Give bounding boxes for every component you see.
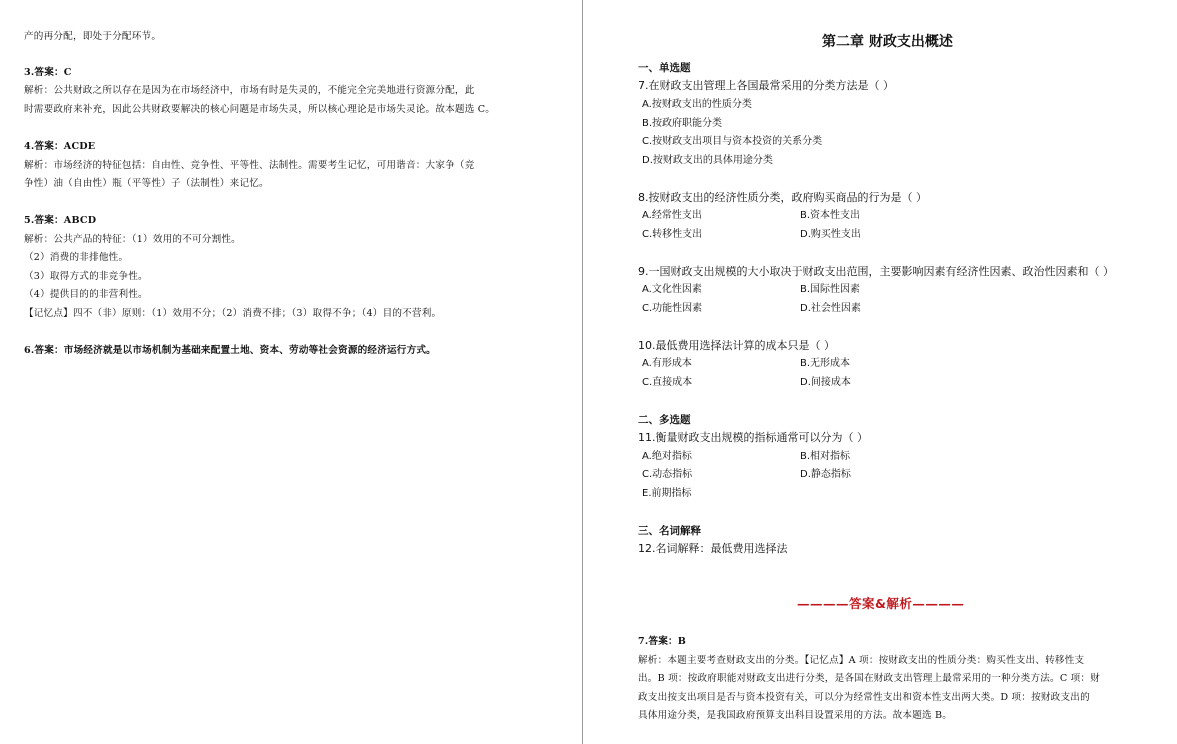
- option: C.按财政支出项目与资本投资的关系分类: [642, 136, 823, 147]
- answer-heading: 3.答案：C: [24, 67, 72, 78]
- text-line: （3）取得方式的非竞争性。: [24, 271, 148, 282]
- page-divider: [582, 0, 583, 744]
- chapter-title: 第二章 财政支出概述: [822, 34, 953, 50]
- text-line: 解析：市场经济的特征包括：自由性、竞争性、平等性、法制性。需要考生记忆，可用谐音：大家争（竞: [24, 160, 475, 171]
- answer-heading: 4.答案：ACDE: [24, 141, 96, 152]
- option: D.购买性支出: [800, 229, 861, 240]
- option: A.经常性支出: [642, 210, 702, 221]
- section-heading: 二、多选题: [638, 414, 691, 426]
- text-line: 政支出按支出项目是否与资本投资有关，可以分为经常性支出和资本性支出两大类。D 项：按财政支出的: [638, 692, 1090, 703]
- option: A.文化性因素: [642, 284, 702, 295]
- question-9: 9.一国财政支出规模的大小取决于财政支出范围，主要影响因素有经济性因素、政治性因素和（ ）: [638, 265, 1114, 278]
- option: B.国际性因素: [800, 284, 861, 295]
- answer-heading: 6.答案：市场经济就是以市场机制为基础来配置土地、资本、劳动等社会资源的经济运行方式。: [24, 345, 436, 356]
- text-line: 解析：公共财政之所以存在是因为在市场经济中，市场有时是失灵的，不能完全完美地进行资源分配，此: [24, 85, 475, 96]
- answer-banner: ————答案&解析————: [797, 596, 965, 611]
- option: B.按政府职能分类: [642, 118, 723, 129]
- text-line: （2）消费的非排他性。: [24, 252, 129, 263]
- left-page: [0, 0, 582, 744]
- question-10: 10.最低费用选择法计算的成本只是（ ）: [638, 339, 835, 352]
- option: D.社会性因素: [800, 303, 861, 314]
- option: D.按财政支出的具体用途分类: [642, 155, 773, 166]
- text-line: （4）提供目的的非营利性。: [24, 289, 148, 300]
- text-line: 解析：公共产品的特征：（1）效用的不可分割性。: [24, 234, 241, 245]
- option: D.静态指标: [800, 469, 851, 480]
- option: B.资本性支出: [800, 210, 861, 221]
- text-line: 解析：本题主要考查财政支出的分类。【记忆点】A 项：按财政支出的性质分类：购买性支出、转移性支: [638, 655, 1085, 666]
- option: C.动态指标: [642, 469, 693, 480]
- text-line: 【记忆点】四不（非）原则：（1）效用不分；（2）消费不排；（3）取得不争；（4）目的不营利。: [24, 308, 442, 319]
- section-heading: 三、名词解释: [638, 525, 701, 537]
- right-page: [584, 0, 1177, 744]
- section-heading: 一、单选题: [638, 62, 691, 74]
- option: A.按财政支出的性质分类: [642, 99, 752, 110]
- question-11: 11.衡量财政支出规模的指标通常可以分为（ ）: [638, 431, 868, 444]
- question-8: 8.按财政支出的经济性质分类，政府购买商品的行为是（ ）: [638, 191, 927, 204]
- question-7: 7.在财政支出管理上各国最常采用的分类方法是（ ）: [638, 79, 894, 92]
- option: B.无形成本: [800, 358, 851, 369]
- text-line: 争性）油（自由性）瓶（平等性）子（法制性）来记忆。: [24, 178, 269, 189]
- text-line: 出。B 项：按政府职能对财政支出进行分类，是各国在财政支出管理上最常采用的一种分类方法。C 项：财: [638, 673, 1101, 684]
- option: A.绝对指标: [642, 451, 692, 462]
- text-line: 产的再分配，即处于分配环节。: [24, 31, 162, 42]
- option: A.有形成本: [642, 358, 692, 369]
- text-line: 时需要政府来补充，因此公共财政要解决的核心问题是市场失灵，所以核心理论是市场失灵论。故本题选 C。: [24, 104, 496, 115]
- question-12: 12.名词解释：最低费用选择法: [638, 542, 788, 555]
- option: C.功能性因素: [642, 303, 703, 314]
- option: C.直接成本: [642, 377, 693, 388]
- option: E.前期指标: [642, 488, 692, 499]
- option: B.相对指标: [800, 451, 851, 462]
- text-line: 具体用途分类，是我国政府预算支出科目设置采用的方法。故本题选 B。: [638, 710, 953, 721]
- answer-heading: 5.答案：ABCD: [24, 215, 97, 226]
- option: C.转移性支出: [642, 229, 703, 240]
- answer-heading: 7.答案：B: [638, 636, 687, 647]
- option: D.间接成本: [800, 377, 851, 388]
